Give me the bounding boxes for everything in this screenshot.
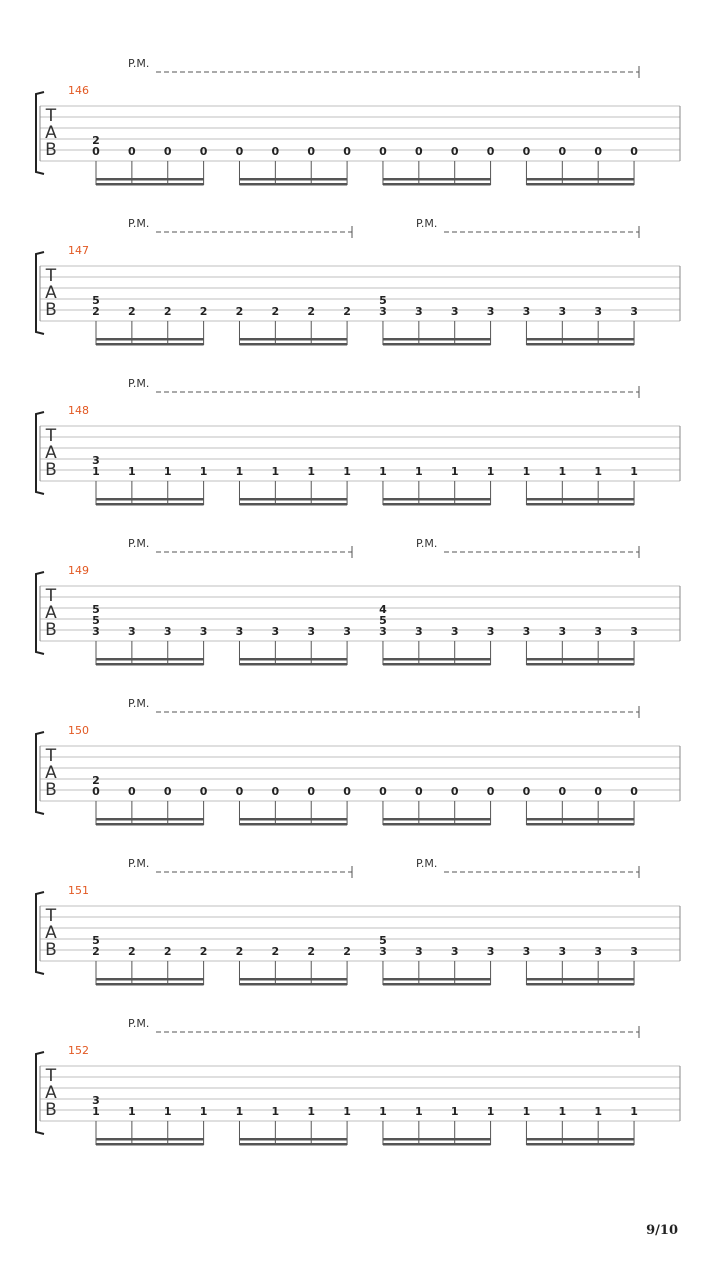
beam-line xyxy=(526,338,634,341)
fret-number: 0 xyxy=(343,145,351,158)
fret-number: 3 xyxy=(235,625,244,638)
fret-number: 0 xyxy=(163,785,172,798)
tab-clef-letter: T xyxy=(45,106,57,126)
tab-clef-letter: A xyxy=(45,443,57,463)
fret-number: 2 xyxy=(92,774,100,787)
fret-number: 3 xyxy=(163,625,172,638)
fret-number: 3 xyxy=(594,945,603,958)
fret-number: 2 xyxy=(92,134,100,147)
fret-number: 1 xyxy=(630,465,638,478)
fret-number: 0 xyxy=(199,785,208,798)
tab-system xyxy=(36,217,680,346)
tab-clef-letter: B xyxy=(45,140,57,160)
fret-number: 3 xyxy=(630,945,638,958)
fret-number: 1 xyxy=(522,1105,531,1118)
fret-number: 0 xyxy=(271,145,280,158)
fret-number: 0 xyxy=(235,145,244,158)
fret-number: 3 xyxy=(379,625,387,638)
fret-number: 3 xyxy=(379,305,387,318)
fret-number: 1 xyxy=(415,1105,423,1118)
fret-number: 0 xyxy=(343,785,351,798)
palm-mute-label: P.M. xyxy=(128,537,150,550)
fret-number: 2 xyxy=(163,305,172,318)
fret-number: 0 xyxy=(594,145,603,158)
beam-line xyxy=(526,343,634,346)
fret-number: 1 xyxy=(630,1105,638,1118)
fret-number: 0 xyxy=(558,145,567,158)
beam-line xyxy=(383,818,491,821)
fret-number: 3 xyxy=(558,945,567,958)
fret-number: 0 xyxy=(92,785,100,798)
tab-clef-letter: T xyxy=(45,426,57,446)
beam-line xyxy=(239,663,347,666)
beam-line xyxy=(383,823,491,826)
beam-line xyxy=(239,1143,347,1146)
measure-number: 152 xyxy=(68,1044,89,1057)
fret-number: 5 xyxy=(92,934,100,947)
beam-line xyxy=(383,178,491,181)
fret-number: 1 xyxy=(343,465,351,478)
fret-number: 2 xyxy=(128,945,136,958)
fret-number: 0 xyxy=(486,785,495,798)
fret-number: 3 xyxy=(486,625,495,638)
palm-mute-label: P.M. xyxy=(128,377,150,390)
fret-number: 0 xyxy=(235,785,244,798)
fret-number: 1 xyxy=(594,1105,603,1118)
tab-system xyxy=(36,377,680,506)
beam-line xyxy=(526,1143,634,1146)
tab-system xyxy=(36,857,680,986)
fret-number: 1 xyxy=(379,465,387,478)
fret-number: 0 xyxy=(594,785,603,798)
beam-line xyxy=(526,978,634,981)
fret-number: 5 xyxy=(379,294,387,307)
fret-number: 3 xyxy=(522,945,531,958)
palm-mute-label: P.M. xyxy=(416,537,438,550)
beam-line xyxy=(383,498,491,501)
tab-system xyxy=(36,57,680,186)
beam-line xyxy=(239,983,347,986)
fret-number: 4 xyxy=(379,603,387,616)
fret-number: 2 xyxy=(163,945,172,958)
fret-number: 1 xyxy=(594,465,603,478)
fret-number: 0 xyxy=(271,785,280,798)
fret-number: 1 xyxy=(235,465,244,478)
fret-number: 1 xyxy=(199,1105,208,1118)
beam-line xyxy=(96,503,204,506)
fret-number: 2 xyxy=(92,305,100,318)
beam-line xyxy=(239,823,347,826)
tab-clef-letter: B xyxy=(45,460,57,480)
beam-line xyxy=(383,978,491,981)
tab-clef-letter: T xyxy=(45,906,57,926)
fret-number: 1 xyxy=(163,465,172,478)
fret-number: 0 xyxy=(199,145,208,158)
fret-number: 3 xyxy=(379,945,387,958)
fret-number: 3 xyxy=(450,305,459,318)
beam-line xyxy=(239,978,347,981)
tab-clef-letter: B xyxy=(45,300,57,320)
fret-number: 0 xyxy=(379,145,387,158)
beam-line xyxy=(526,183,634,186)
fret-number: 1 xyxy=(307,1105,316,1118)
palm-mute-label: P.M. xyxy=(416,857,438,870)
tab-clef-letter: A xyxy=(45,283,57,303)
tab-clef-letter: A xyxy=(45,1083,57,1103)
fret-number: 0 xyxy=(630,785,638,798)
fret-number: 5 xyxy=(379,934,387,947)
fret-number: 3 xyxy=(558,625,567,638)
fret-number: 3 xyxy=(486,305,495,318)
palm-mute-label: P.M. xyxy=(416,217,438,230)
beam-line xyxy=(239,343,347,346)
fret-number: 1 xyxy=(343,1105,351,1118)
beam-line xyxy=(96,338,204,341)
tab-clef-letter: T xyxy=(45,266,57,286)
beam-line xyxy=(239,658,347,661)
fret-number: 0 xyxy=(522,785,531,798)
fret-number: 0 xyxy=(128,785,136,798)
fret-number: 3 xyxy=(271,625,280,638)
fret-number: 1 xyxy=(486,1105,495,1118)
tab-system xyxy=(36,1017,680,1146)
fret-number: 3 xyxy=(594,305,603,318)
palm-mute-label: P.M. xyxy=(128,697,150,710)
fret-number: 5 xyxy=(379,614,387,627)
tab-system xyxy=(36,697,680,826)
measure-number: 147 xyxy=(68,244,89,257)
measure-number: 150 xyxy=(68,724,89,737)
beam-line xyxy=(239,178,347,181)
palm-mute-label: P.M. xyxy=(128,217,150,230)
fret-number: 3 xyxy=(415,945,423,958)
measure-number: 148 xyxy=(68,404,89,417)
beam-line xyxy=(526,818,634,821)
fret-number: 3 xyxy=(630,305,638,318)
fret-number: 3 xyxy=(486,945,495,958)
fret-number: 2 xyxy=(307,305,316,318)
beam-line xyxy=(526,658,634,661)
beam-line xyxy=(526,823,634,826)
palm-mute-label: P.M. xyxy=(128,57,150,70)
beam-line xyxy=(96,1143,204,1146)
fret-number: 3 xyxy=(450,625,459,638)
fret-number: 2 xyxy=(343,305,351,318)
fret-number: 1 xyxy=(307,465,316,478)
beam-line xyxy=(383,343,491,346)
beam-line xyxy=(239,1138,347,1141)
beam-line xyxy=(239,498,347,501)
tab-clef-letter: A xyxy=(45,603,57,623)
fret-number: 2 xyxy=(271,945,280,958)
fret-number: 3 xyxy=(522,625,531,638)
fret-number: 0 xyxy=(486,145,495,158)
tab-clef-letter: B xyxy=(45,940,57,960)
fret-number: 0 xyxy=(92,145,100,158)
fret-number: 1 xyxy=(163,1105,172,1118)
beam-line xyxy=(96,658,204,661)
fret-number: 2 xyxy=(92,945,100,958)
beam-line xyxy=(526,983,634,986)
beam-line xyxy=(96,498,204,501)
fret-number: 1 xyxy=(522,465,531,478)
fret-number: 0 xyxy=(379,785,387,798)
fret-number: 1 xyxy=(199,465,208,478)
fret-number: 2 xyxy=(235,305,244,318)
fret-number: 3 xyxy=(92,454,100,467)
fret-number: 0 xyxy=(415,145,423,158)
tab-clef-letter: A xyxy=(45,123,57,143)
tab-clef-letter: B xyxy=(45,780,57,800)
fret-number: 5 xyxy=(92,614,100,627)
fret-number: 3 xyxy=(307,625,316,638)
fret-number: 1 xyxy=(128,465,136,478)
fret-number: 0 xyxy=(450,785,459,798)
beam-line xyxy=(96,178,204,181)
tab-clef-letter: B xyxy=(45,1100,57,1120)
beam-line xyxy=(96,983,204,986)
beam-line xyxy=(383,663,491,666)
beam-line xyxy=(383,658,491,661)
fret-number: 1 xyxy=(271,465,280,478)
fret-number: 1 xyxy=(450,465,459,478)
beam-line xyxy=(383,338,491,341)
fret-number: 2 xyxy=(235,945,244,958)
page-number: 9/10 xyxy=(646,1223,678,1238)
fret-number: 2 xyxy=(271,305,280,318)
fret-number: 2 xyxy=(199,945,208,958)
fret-number: 1 xyxy=(235,1105,244,1118)
tab-clef-letter: A xyxy=(45,763,57,783)
beam-line xyxy=(239,503,347,506)
fret-number: 1 xyxy=(271,1105,280,1118)
fret-number: 3 xyxy=(594,625,603,638)
measure-number: 151 xyxy=(68,884,89,897)
fret-number: 0 xyxy=(630,145,638,158)
beam-line xyxy=(96,823,204,826)
fret-number: 0 xyxy=(128,145,136,158)
beam-line xyxy=(526,178,634,181)
beam-line xyxy=(239,818,347,821)
beam-line xyxy=(526,1138,634,1141)
fret-number: 3 xyxy=(522,305,531,318)
tab-clef-letter: T xyxy=(45,586,57,606)
tab-clef-letter: A xyxy=(45,923,57,943)
fret-number: 0 xyxy=(415,785,423,798)
tab-clef-letter: B xyxy=(45,620,57,640)
beam-line xyxy=(96,663,204,666)
fret-number: 3 xyxy=(558,305,567,318)
fret-number: 1 xyxy=(558,1105,567,1118)
fret-number: 3 xyxy=(415,305,423,318)
fret-number: 3 xyxy=(343,625,351,638)
palm-mute-label: P.M. xyxy=(128,1017,150,1030)
beam-line xyxy=(96,818,204,821)
measure-number: 146 xyxy=(68,84,89,97)
fret-number: 0 xyxy=(450,145,459,158)
fret-number: 1 xyxy=(415,465,423,478)
fret-number: 1 xyxy=(558,465,567,478)
beam-line xyxy=(383,1138,491,1141)
beam-line xyxy=(383,1143,491,1146)
fret-number: 0 xyxy=(163,145,172,158)
fret-number: 0 xyxy=(522,145,531,158)
fret-number: 1 xyxy=(92,1105,100,1118)
beam-line xyxy=(526,503,634,506)
tab-system xyxy=(36,537,680,666)
tab-clef-letter: T xyxy=(45,1066,57,1086)
fret-number: 2 xyxy=(307,945,316,958)
tab-clef-letter: T xyxy=(45,746,57,766)
fret-number: 5 xyxy=(92,294,100,307)
fret-number: 2 xyxy=(343,945,351,958)
fret-number: 3 xyxy=(92,1094,100,1107)
beam-line xyxy=(239,183,347,186)
beam-line xyxy=(383,983,491,986)
fret-number: 2 xyxy=(128,305,136,318)
fret-number: 3 xyxy=(128,625,136,638)
fret-number: 3 xyxy=(450,945,459,958)
beam-line xyxy=(96,1138,204,1141)
fret-number: 5 xyxy=(92,603,100,616)
fret-number: 1 xyxy=(379,1105,387,1118)
beam-line xyxy=(383,503,491,506)
fret-number: 1 xyxy=(128,1105,136,1118)
fret-number: 0 xyxy=(558,785,567,798)
fret-number: 1 xyxy=(450,1105,459,1118)
fret-number: 2 xyxy=(199,305,208,318)
fret-number: 3 xyxy=(415,625,423,638)
measure-number: 149 xyxy=(68,564,89,577)
fret-number: 1 xyxy=(92,465,100,478)
fret-number: 0 xyxy=(307,785,316,798)
beam-line xyxy=(239,338,347,341)
beam-line xyxy=(526,663,634,666)
fret-number: 0 xyxy=(307,145,316,158)
beam-line xyxy=(383,183,491,186)
beam-line xyxy=(96,343,204,346)
fret-number: 3 xyxy=(199,625,208,638)
fret-number: 3 xyxy=(630,625,638,638)
fret-number: 3 xyxy=(92,625,100,638)
beam-line xyxy=(96,183,204,186)
beam-line xyxy=(526,498,634,501)
palm-mute-label: P.M. xyxy=(128,857,150,870)
beam-line xyxy=(96,978,204,981)
fret-number: 1 xyxy=(486,465,495,478)
